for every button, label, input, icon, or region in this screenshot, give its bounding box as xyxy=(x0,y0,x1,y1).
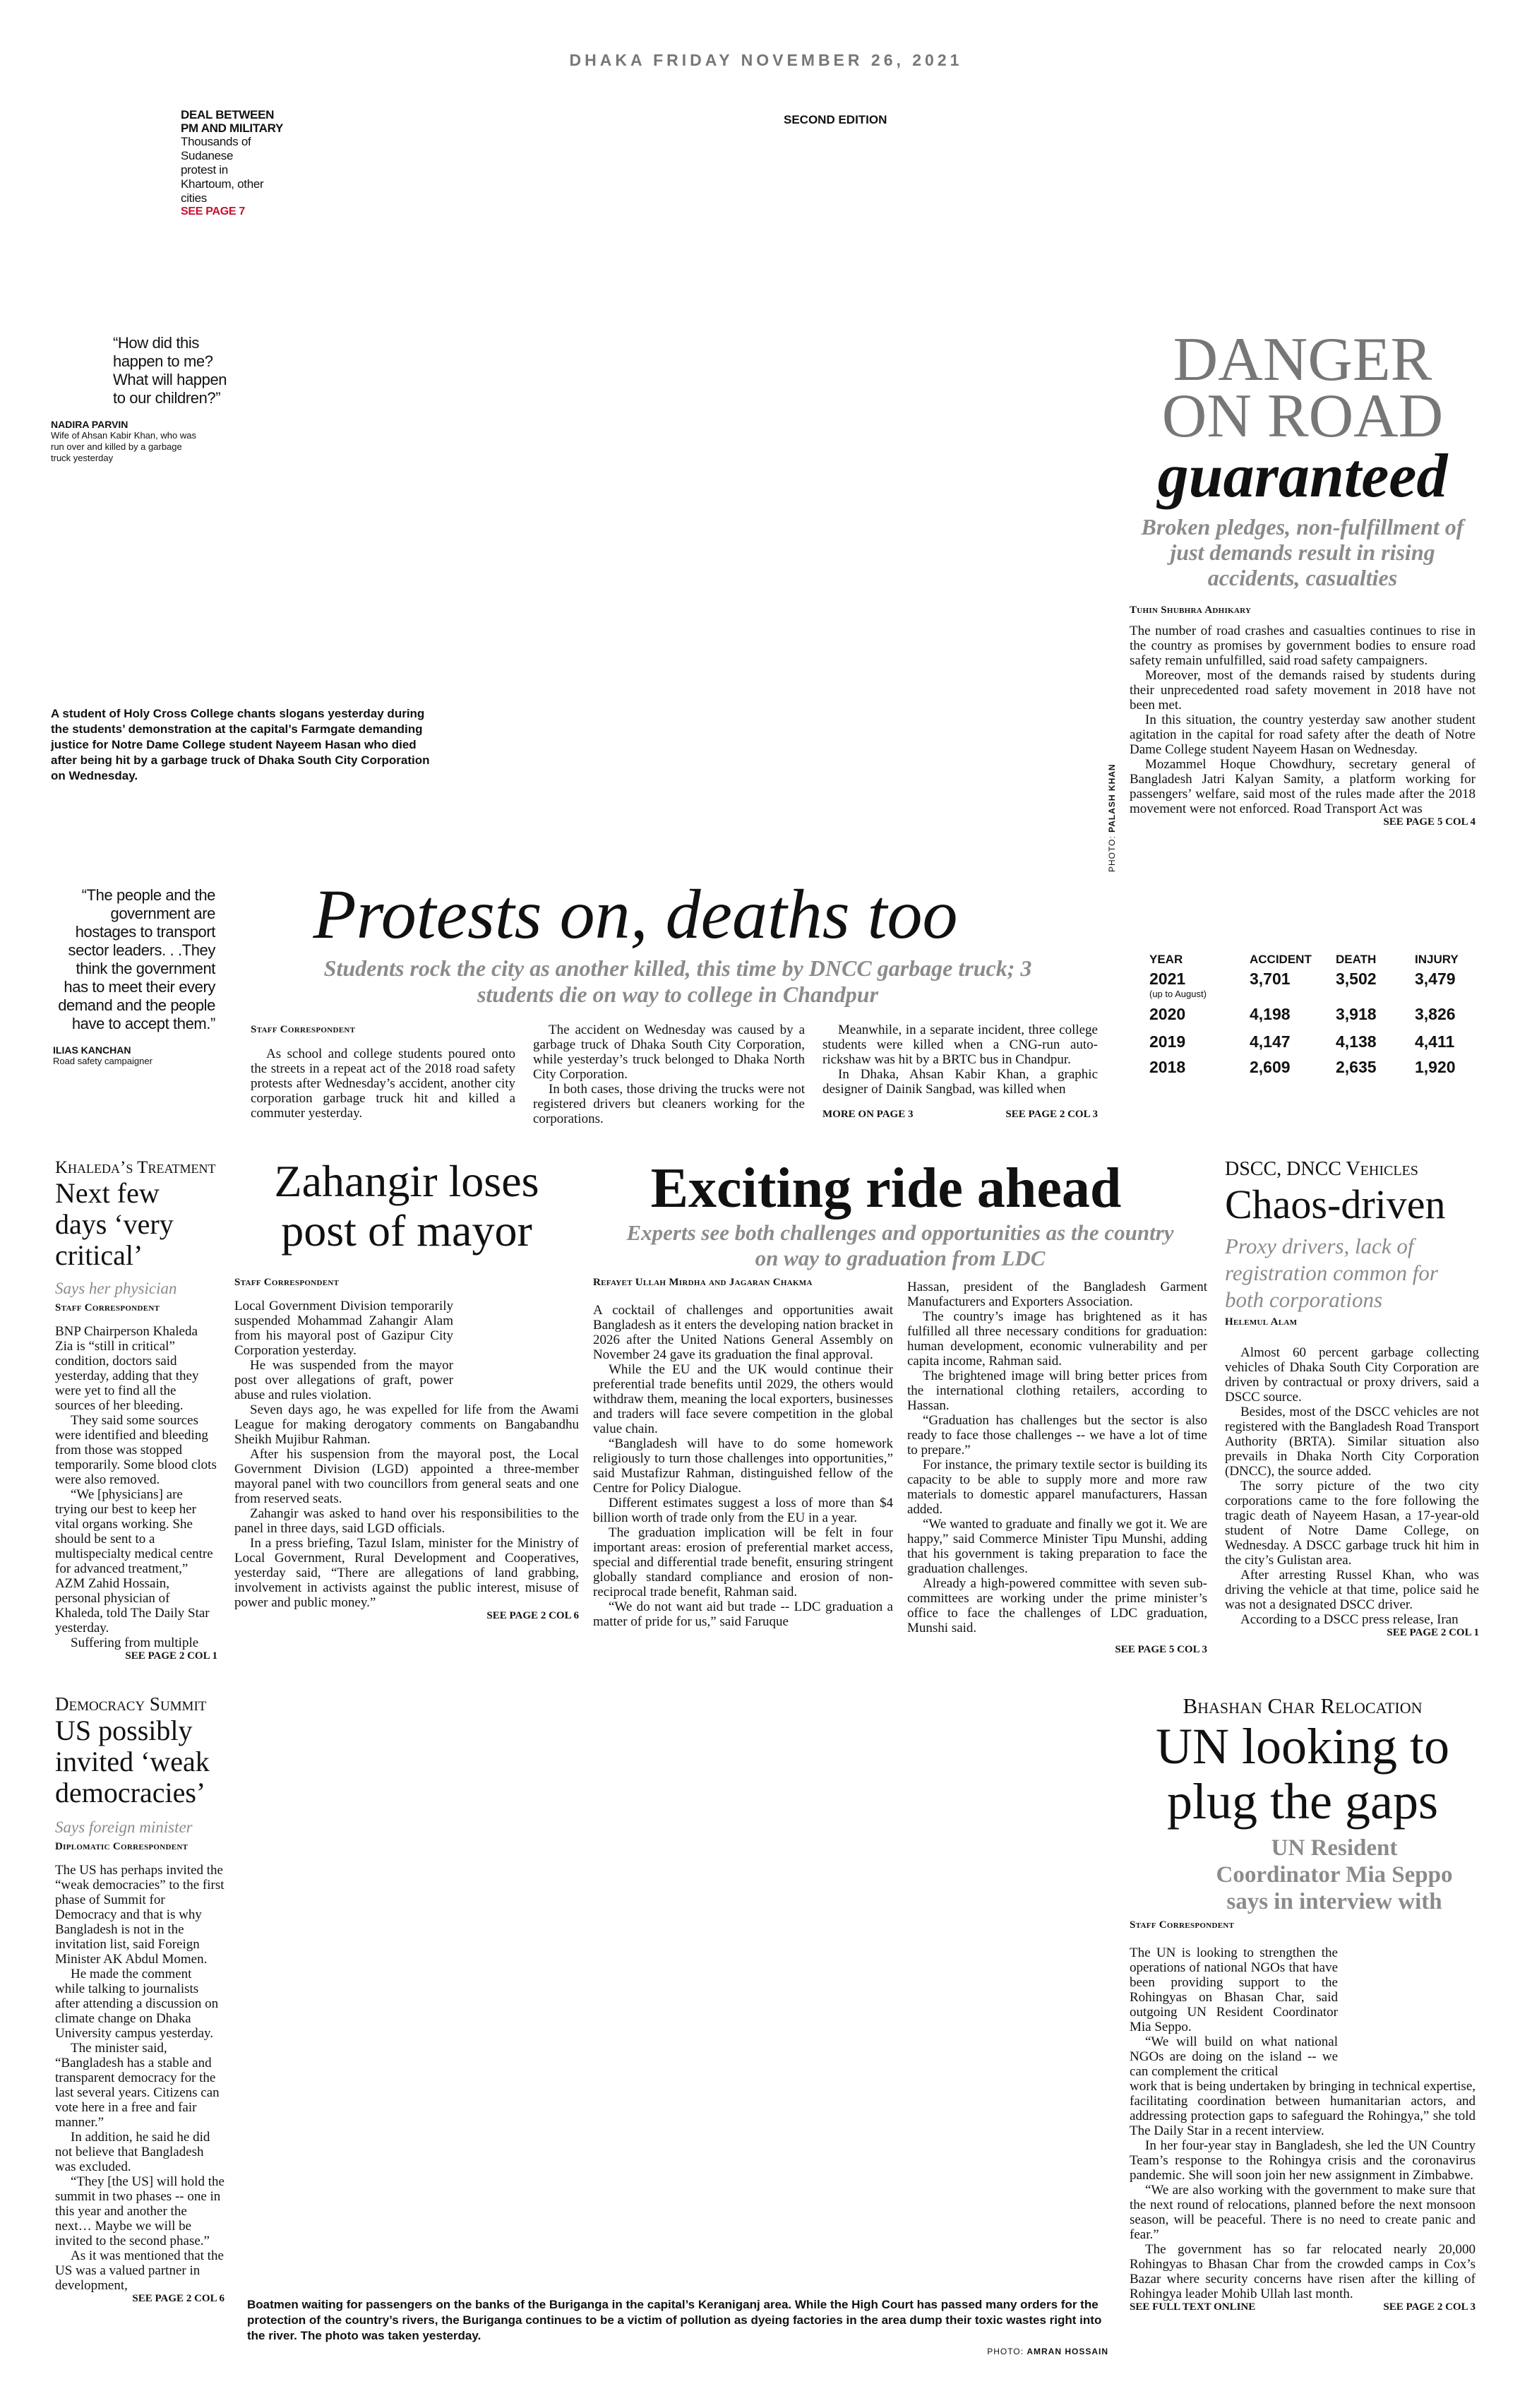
road-accident-stats xyxy=(1149,950,1467,1080)
ride-see-page[interactable]: SEE PAGE 5 COL 3 xyxy=(1115,1644,1207,1655)
dscc-byline: Helemul Alam xyxy=(1225,1316,1298,1328)
danger-byline: Tuhin Shubhra Adhikary xyxy=(1130,604,1252,616)
zahangir-see-page[interactable]: SEE PAGE 2 COL 6 xyxy=(486,1610,579,1621)
danger-story xyxy=(1130,326,1476,828)
khaleda-story xyxy=(55,1158,217,1662)
stats-row: 2018 2,609 2,635 1,920 xyxy=(1149,1057,1456,1076)
ride-deck: Experts see both challenges and opportunities as the country on way to graduation from LDC xyxy=(626,1220,1174,1270)
democracy-story xyxy=(55,1693,225,2305)
khaleda-see-page[interactable]: SEE PAGE 2 COL 1 xyxy=(125,1650,217,1662)
quote-name: NADIRA PARVIN xyxy=(51,419,128,430)
quote-text: “How did this happen to me? What will happen to our children?” xyxy=(113,334,227,407)
democracy-byline: Diplomatic Correspondent xyxy=(55,1841,188,1852)
zahangir-body: Local Government Division temporarily suspended Mohammad Zahangir Alam from his mayoral post of Gazipur City Corporation yesterday. He was suspended from the mayor post over allegations of graft, power abuse and rules violation. Seven days ago, he was expelled for life from the Awami League for making derogatory comments on Bangabandhu Sheikh Mujibur Rahman. After his suspension from the mayoral post, the Local Government Division (LGD) appointed a three-member mayoral panel with two councillors from general seats and one from reserved seats. Zahangir was asked to hand over his responsibilities to the panel in three days, said LGD officials. In a press briefing, Tazul Islam, minister for the Ministry of Local Government, Rural Development and Cooperatives, yesterday said, “There are allegations of land grabbing, involvement in activists against the public interest, misuse of power and public money.” xyxy=(234,1299,579,1610)
democracy-deck: Says foreign minister xyxy=(55,1818,193,1836)
danger-deck: Broken pledges, non-fulfillment of just demands result in rising accidents, casualties xyxy=(1141,514,1464,590)
un-headline[interactable]: UN looking to plug the gaps xyxy=(1155,1718,1449,1830)
un-see-full-text[interactable]: SEE FULL TEXT ONLINE xyxy=(1130,2301,1256,2313)
photo2-caption: Boatmen waiting for passengers on the banks of the Buriganga in the capital’s Keraniganj area. While the High Court has passed many orders for the protection of the country’s rivers, the Buriganga continues to be a victim of pollution as dyeing factories in the area dump their toxic wastes right into the river. The photo was taken yesterday. xyxy=(247,2298,1102,2342)
stats-header: INJURY xyxy=(1415,953,1459,966)
democracy-kicker: Democracy Summit xyxy=(55,1693,207,1715)
un-kicker: Bhashan Char Relocation xyxy=(1183,1693,1423,1718)
democracy-see-page[interactable]: SEE PAGE 2 COL 6 xyxy=(132,2293,225,2304)
un-body-narrow: The UN is looking to strengthen the operations of national NGOs that have been providing support to the Rohingyas on Bhasan Char, said outgoing UN Resident Coordinator Mia Seppo. “We will build on what national NGOs are doing on the island -- we can complement the critical xyxy=(1130,1945,1338,2079)
democracy-body: The US has perhaps invited the “weak democracies” to the first phase of Summit for Democracy and that is why Bangladesh is not in the invitation list, said Foreign Minister AK Abdul Momen. He made the comment while talking to journalists after attending a discussion on climate change on Dhaka University campus yesterday. The minister said, “Bangladesh has a stable and transparent democracy for the last several years. Citizens can vote here in a free and fair manner.” In addition, he said he did not believe that Bangladesh was excluded. “They [the US] will hold the summit in two phases -- one in this year and another the next… Maybe we will be invited to the second phase.” As it was mentioned that the US was a valued partner in development, xyxy=(55,1863,225,2293)
dscc-deck: Proxy drivers, lack of registration common for both corporations xyxy=(1225,1234,1438,1312)
protests-headline[interactable]: Protests on, deaths too xyxy=(313,875,958,953)
stats-row: 2021 (up to August) 3,701 3,502 3,479 xyxy=(1149,970,1456,999)
quote-role: Road safety campaigner xyxy=(53,1056,152,1066)
protests-more-on-page[interactable]: MORE ON PAGE 3 xyxy=(822,1109,914,1120)
protests-byline: Staff Correspondent xyxy=(251,1024,356,1035)
stats-header-row xyxy=(1149,950,1467,970)
quote-text: “The people and the government are hostages to transport sector leaders. . .They think the government has to meet their every demand and the people have to accept them.” xyxy=(58,886,215,1032)
stats-row: 2019 4,147 4,138 4,411 xyxy=(1149,1032,1455,1051)
stats-header: YEAR xyxy=(1149,953,1183,966)
khaleda-headline[interactable]: Next few days ‘very critical’ xyxy=(55,1177,174,1271)
dscc-see-page[interactable]: SEE PAGE 2 COL 1 xyxy=(1387,1627,1479,1638)
khaleda-deck: Says her physician xyxy=(55,1280,177,1297)
democracy-headline[interactable]: US possibly invited ‘weak democracies’ xyxy=(55,1715,210,1808)
dateline: DHAKA FRIDAY NOVEMBER 26, 2021 xyxy=(569,51,963,69)
ride-byline: Refayet Ullah Mirdha and Jagaran Chakma xyxy=(593,1277,813,1288)
protests-col1: As school and college students poured onto the streets in a repeat act of the 2018 road safety protests after Wednesday’s accident, another city corporation garbage truck hit and killed a commuter yesterday. xyxy=(251,1047,515,1121)
protests-see-page[interactable]: SEE PAGE 2 COL 3 xyxy=(1005,1109,1098,1120)
stats-header: ACCIDENT xyxy=(1250,953,1312,966)
ride-headline[interactable]: Exciting ride ahead xyxy=(650,1157,1122,1220)
zahangir-byline: Staff Correspondent xyxy=(234,1277,340,1288)
un-byline: Staff Correspondent xyxy=(1130,1919,1235,1931)
edition-label: SECOND EDITION xyxy=(784,113,887,126)
quote-ilias xyxy=(53,886,215,1067)
protests-col3: Meanwhile, in a separate incident, three college students were killed when a CNG-run auto-rickshaw was hit by a BRTC bus in Chandpur. In Dhaka, Ahsan Kabir Khan, a graphic designer of Dainik Sangbad, was killed when xyxy=(822,1023,1098,1097)
danger-body: The number of road crashes and casualties continues to rise in the country as promises by government bodies to ensure road safety remain unfulfilled, said road safety campaigners. Moreover, most of the demands raised by students during their unprecedented road safety movement in 2018 have not been met. In this situation, the country yesterday saw another student agitation in the capital for road safety after the death of Notre Dame College student Nayeem Hasan on Wednesday. Mozammel Hoque Chowdhury, secretary general of Bangladesh Jatri Kalyan Samity, a platform working for passengers’ welfare, said most of the rules made after the 2018 movement were not enforced. Road Transport Act was xyxy=(1130,624,1476,816)
dscc-headline[interactable]: Chaos-driven xyxy=(1225,1181,1446,1227)
dscc-story xyxy=(1225,1158,1479,1639)
un-deck: UN Resident Coordinator Mia Seppo says in interview with xyxy=(1216,1835,1453,1914)
un-see-page[interactable]: SEE PAGE 2 COL 3 xyxy=(1383,2301,1476,2313)
khaleda-kicker: Khaleda’s Treatment xyxy=(55,1158,216,1177)
ride-col2: Hassan, president of the Bangladesh Garment Manufacturers and Exporters Association. The country’s image has brightened as it has fulfilled all three necessary conditions for graduation: human development, economic vulnerability and per capita income, Rahman said. The brightened image will bring better prices from the international clothing retailers, according to Hassan. “Graduation has challenges but the sector is also ready to face those challenges -- we have a lot of time to prepare.” For instance, the primary textile sector is building its capacity to be able to supply more and more raw materials to domestic apparel manufacturers, Hassan added. “We wanted to graduate and finally we got it. We are happy,” said Commerce Minister Tipu Munshi, adding that his government is taking preparation to face the graduation challenges. Already a high-powered committee with seven sub-committees are working under the prime minister’s office to face the challenges of LDC graduation, Munshi said. xyxy=(907,1280,1207,1635)
teaser-box[interactable] xyxy=(181,108,294,218)
stats-header: DEATH xyxy=(1336,953,1377,966)
photo1-credit: PHOTO: PALASH KHAN xyxy=(1107,763,1117,872)
teaser-body: Thousands of Sudanese protest in Khartoum, other cities xyxy=(181,135,264,205)
danger-see-page[interactable]: SEE PAGE 5 COL 4 xyxy=(1383,816,1476,828)
photo1-caption: A student of Holy Cross College chants slogans yesterday during the students’ demonstration at the capital’s Farmgate demanding justice for Notre Dame College student Nayeem Hasan who died after being hit by a garbage truck of Dhaka South City Corporation on Wednesday. xyxy=(51,707,430,782)
zahangir-story xyxy=(234,1157,579,1622)
un-story xyxy=(1130,1693,1476,2313)
dscc-kicker: DSCC, DNCC Vehicles xyxy=(1225,1158,1418,1180)
stats-row: 2020 4,198 3,918 3,826 xyxy=(1149,1004,1456,1023)
danger-title: DANGER ON ROAD guaranteed xyxy=(1157,326,1448,511)
dscc-body: Almost 60 percent garbage collecting vehicles of Dhaka South City Corporation are driven by contractual or proxy drivers, said a DSCC source. Besides, most of the DSCC vehicles are not registered with the Bangladesh Road Transport Authority (BRTA). Similar situation also prevails in Dhaka North City Corporation (DNCC), the source added. The sorry picture of the two city corporations came to the fore following the tragic death of Nayeem Hasan, a 17-year-old student of Notre Dame College, on Wednesday. A DSCC garbage truck hit him in the city’s Gulistan area. After arresting Russel Khan, who was driving the vehicle at that time, police said he was not a designated DSCC driver. According to a DSCC press release, Iran xyxy=(1225,1345,1479,1627)
protests-deck: Students rock the city as another killed, this time by DNCC garbage truck; 3 students die on way to college in Chandpur xyxy=(323,955,1032,1007)
un-body-wide: work that is being undertaken by bringing in technical expertise, facilitating coordination between humanitarian actors, and addressing protection gaps to safeguard the Rohingya,” she told The Daily Star in a recent interview. In her four-year stay in Bangladesh, she led the UN Country Team’s response to the Rohingya crisis and the coronavirus pandemic. She will soon join her new assignment in Zimbabwe. “We are also working with the government to make sure that the next round of relocations, planned before the next monsoon season, will be peaceful. There is no need to create panic and fear.” The government has so far relocated nearly 20,000 Rohingyas to Bhasan Char from the crowded camps in Cox’s Bazar where security concerns have risen after the killing of Rohingya leader Mohib Ullah last month. xyxy=(1130,2079,1476,2301)
quote-name: ILIAS KANCHAN xyxy=(53,1044,131,1056)
khaleda-body: BNP Chairperson Khaleda Zia is “still in critical” condition, doctors said yesterday, adding that they were yet to find all the sources of her bleeding. They said some sources were identified and bleeding from those was stopped temporarily. Some blood clots were also removed. “We [physicians] are trying our best to keep her vital organs working. She should be sent to a multispecialty medical centre for advanced treatment,” AZM Zahid Hossain, personal physician of Khaleda, told The Daily Star yesterday. Suffering from multiple xyxy=(55,1324,217,1650)
teaser-see-page[interactable]: SEE PAGE 7 xyxy=(181,205,245,217)
teaser-title: DEAL BETWEEN PM AND MILITARY xyxy=(181,108,284,135)
quote-nadira xyxy=(51,334,227,464)
quote-role: Wife of Ahsan Kabir Khan, who was run over and killed by a garbage truck yesterday xyxy=(51,430,196,463)
photo2-credit: PHOTO: AMRAN HOSSAIN xyxy=(987,2347,1108,2356)
protests-col2: The accident on Wednesday was caused by a garbage truck of Dhaka South City Corporation, while yesterday’s truck belonged to Dhaka North City Corporation. In both cases, those driving the trucks were not registered drivers but cleaners working for the corporations. xyxy=(533,1023,805,1126)
khaleda-byline: Staff Correspondent xyxy=(55,1302,160,1313)
ride-col1: A cocktail of challenges and opportunities await Bangladesh as it enters the developing nation bracket in 2026 after the United Nations General Assembly on November 24 gave its graduation the final approval. While the EU and the UK would continue their preferential trade benefits until 2029, the others would withdraw them, meaning the local exporters, businesses and traders will face severe competition in the global value chain. “Bangladesh will have to do some homework religiously to turn those challenges into opportunities,” said Mustafizur Rahman, distinguished fellow of the Centre for Policy Dialogue. Different estimates suggest a loss of more than $4 billion worth of trade only from the EU in a year. The graduation implication will be felt in four important areas: erosion of preferential market access, special and differential trade benefit, ensuring stringent globally standard compliance and erosion of non-reciprocal trade benefit, Rahman said. “We do not want aid but trade -- LDC graduation a matter of pride for us,” said Faruque xyxy=(593,1303,893,1629)
zahangir-headline[interactable]: Zahangir loses post of mayor xyxy=(274,1156,539,1256)
